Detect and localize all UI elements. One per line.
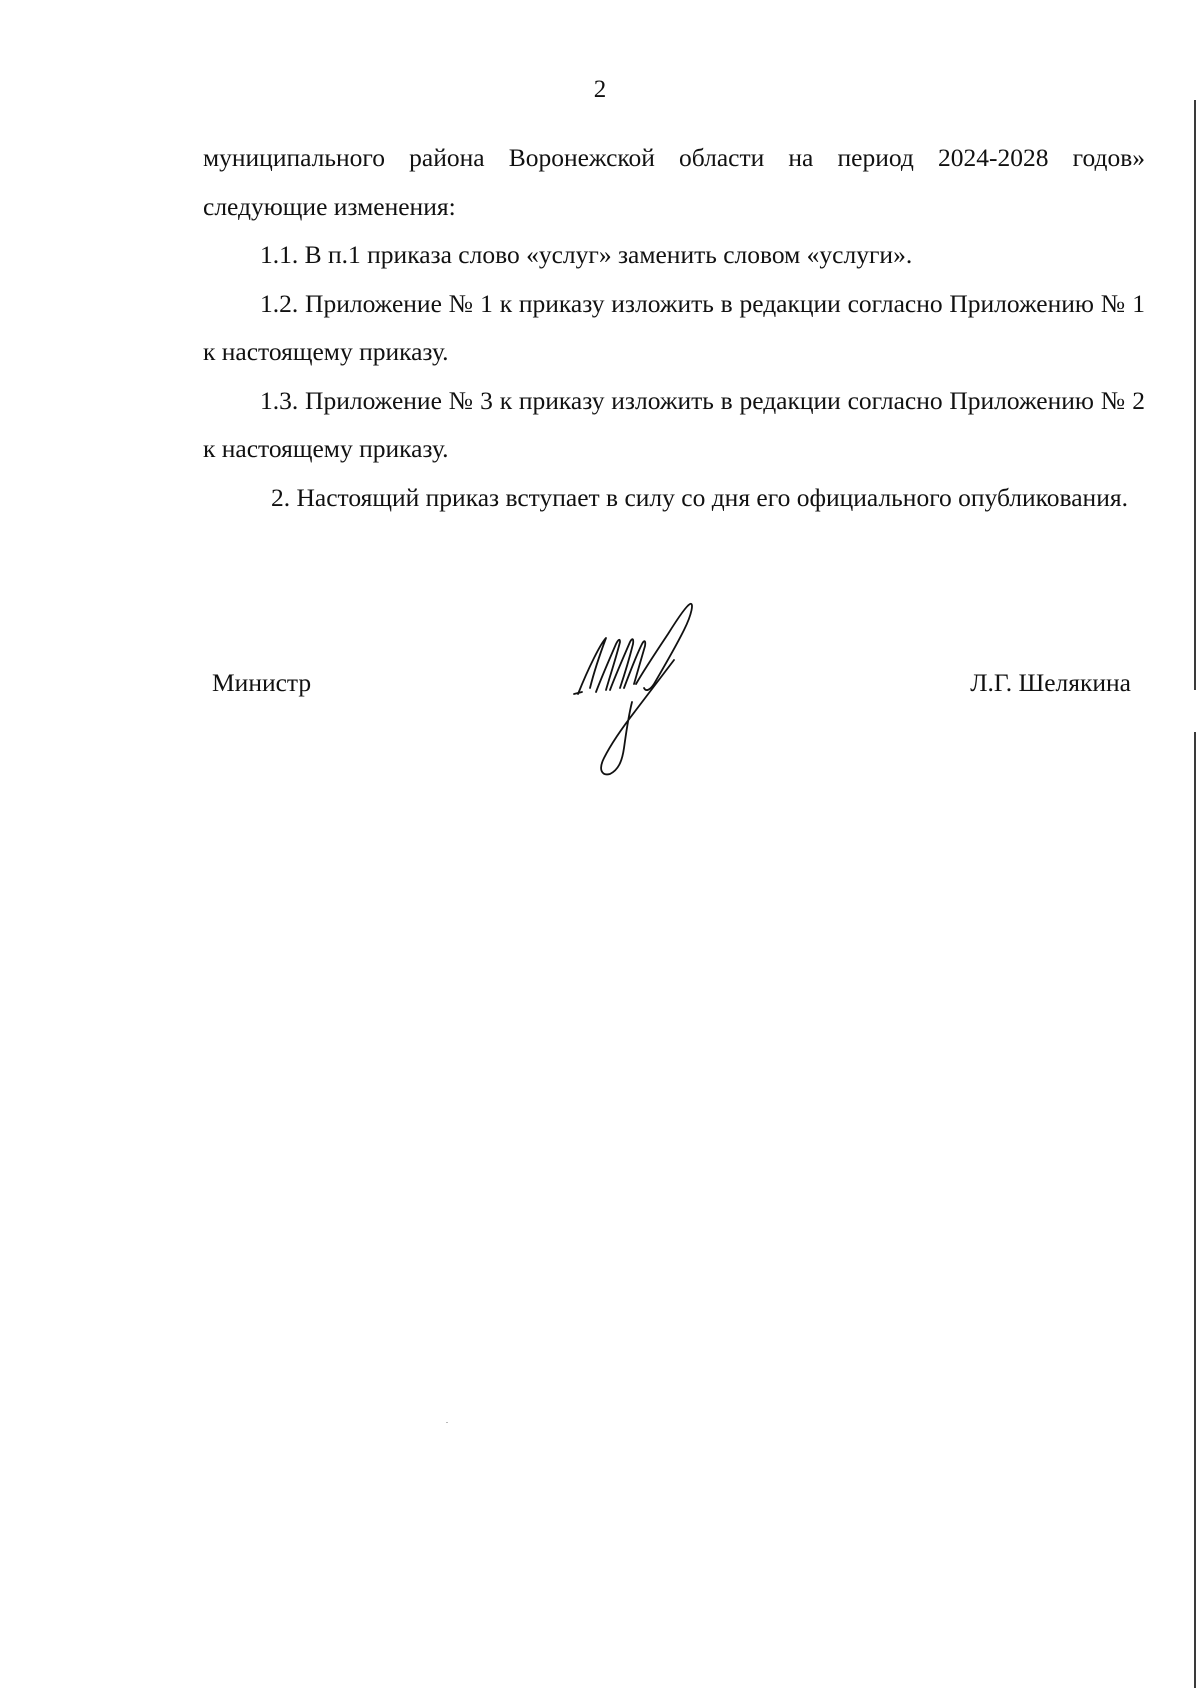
paragraph-1-2: 1.2. Приложение № 1 к приказу изложить в редакции согласно Приложению № 1 к настоящему приказу. bbox=[203, 288, 1145, 366]
paragraph-2: 2. Настоящий приказ вступает в силу со дня его официального опубликования. bbox=[271, 482, 1128, 512]
handwritten-signature bbox=[570, 598, 740, 798]
signatory-name: Л.Г. Шелякина bbox=[970, 668, 1131, 697]
document-body bbox=[203, 134, 1145, 522]
paragraph-1-3: 1.3. Приложение № 3 к приказу изложить в редакции согласно Приложению № 2 к настоящему приказу. bbox=[203, 385, 1145, 463]
signatory-role: Министр bbox=[212, 668, 312, 697]
scan-edge-line-lower bbox=[1194, 732, 1196, 1688]
paragraph-1-1: 1.1. В п.1 приказа слово «услуг» заменить словом «услуги». bbox=[260, 240, 913, 269]
scan-edge-line bbox=[1194, 100, 1196, 690]
paragraph-continuation: муниципального района Воронежской области на период 2024-2028 годов» следующие изменения: bbox=[203, 143, 1145, 221]
scan-artifact bbox=[446, 1422, 448, 1423]
page-number: 2 bbox=[593, 76, 607, 103]
